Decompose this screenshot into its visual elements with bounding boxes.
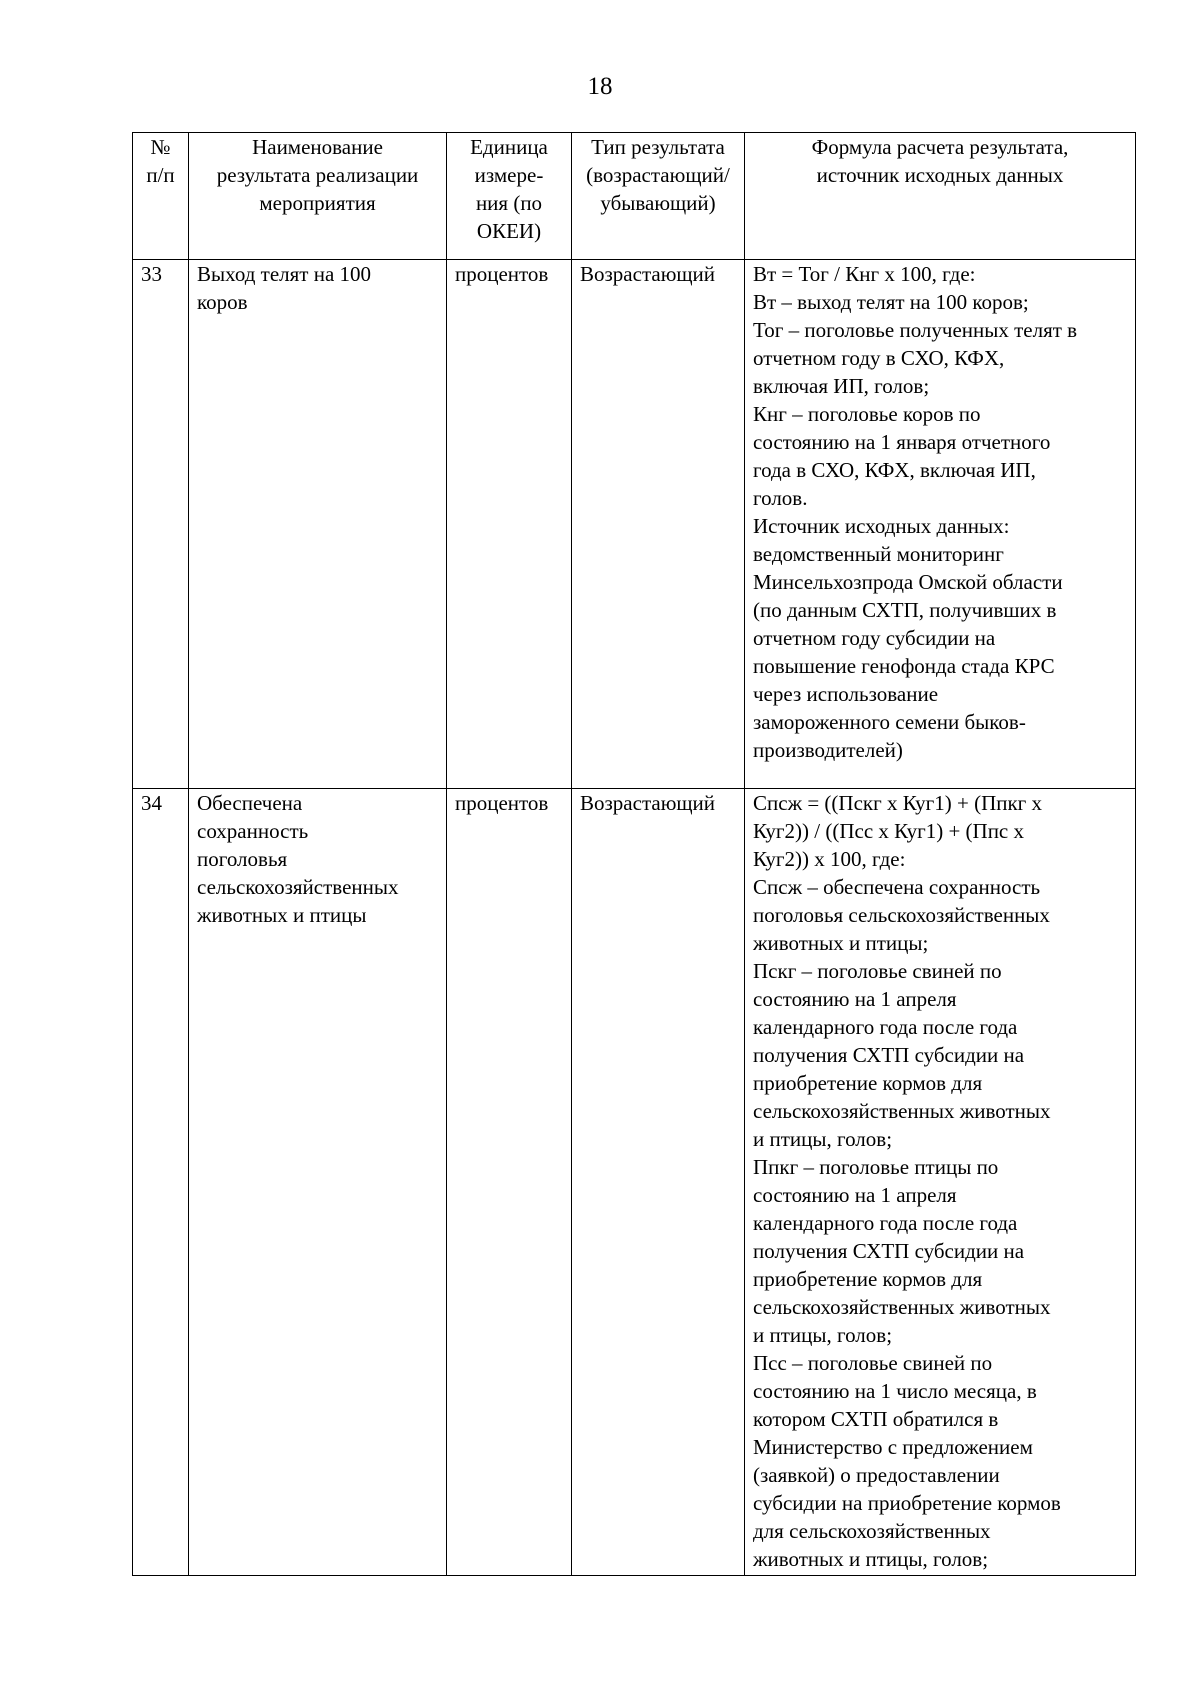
text-line: (заявкой) о предоставлении — [753, 1463, 1000, 1487]
text-line: ния (по — [475, 191, 543, 215]
text-line: для сельскохозяйственных — [753, 1519, 991, 1543]
text-line: Выход телят на 100 — [197, 262, 372, 286]
text-line: п/п — [146, 163, 175, 187]
text-line: приобретение кормов для — [753, 1071, 983, 1095]
text-line: сельскохозяйственных — [197, 875, 399, 899]
result-name — [189, 260, 447, 789]
text-line: Наименование — [252, 135, 383, 159]
text-line: поголовья — [197, 847, 288, 871]
table-row — [133, 260, 1136, 789]
text-line: результата реализации — [216, 163, 419, 187]
row-number: 33 — [133, 260, 189, 789]
text-line: Тип результата — [591, 135, 725, 159]
text-line: Минсельхозпрода Омской области — [753, 570, 1063, 594]
result-name — [189, 789, 447, 1576]
row-number: 34 — [133, 789, 189, 1576]
text-line: Куг2)) / ((Псс х Куг1) + (Ппс х — [753, 819, 1025, 843]
text-line: Обеспечена — [197, 791, 303, 815]
text-line: состоянию на 1 января отчетного — [753, 430, 1051, 454]
text-line: получения СХТП субсидии на — [753, 1239, 1025, 1263]
text-line: и птицы, голов; — [753, 1323, 893, 1347]
text-line: (по данным СХТП, получивших в — [753, 598, 1057, 622]
header-name — [189, 133, 447, 260]
text-line: котором СХТП обратился в — [753, 1407, 999, 1431]
text-line: Министерство с предложением — [753, 1435, 1033, 1459]
header-num — [133, 133, 189, 260]
text-line: животных и птицы — [197, 903, 367, 927]
text-line: животных и птицы, голов; — [753, 1547, 989, 1571]
text-line: Источник исходных данных: — [753, 514, 1010, 538]
text-line: животных и птицы; — [753, 931, 929, 955]
text-line: мероприятия — [259, 191, 376, 215]
text-line: ОКЕИ) — [476, 219, 542, 243]
header-type — [572, 133, 745, 260]
page-number: 18 — [587, 73, 613, 100]
unit-of-measure: процентов — [447, 789, 572, 1576]
text-line: Ппкг – поголовье птицы по — [753, 1155, 999, 1179]
text-line: Спсж = ((Пскг х Куг1) + (Ппкг х — [753, 791, 1043, 815]
text-line: производителей) — [753, 738, 903, 762]
table-header-row — [133, 133, 1136, 260]
text-line: № — [150, 135, 171, 159]
text-line: отчетном году в СХО, КФХ, — [753, 346, 1005, 370]
text-line: замороженного семени быков- — [753, 710, 1026, 734]
text-line: Вт – выход телят на 100 коров; — [753, 290, 1029, 314]
text-line: Псс – поголовье свиней по — [753, 1351, 993, 1375]
text-line: ведомственный мониторинг — [753, 542, 1004, 566]
text-line: через использование — [753, 682, 939, 706]
header-unit — [447, 133, 572, 260]
text-line: (возрастающий/ — [586, 163, 730, 187]
text-line: Тог – поголовье полученных телят в — [753, 318, 1078, 342]
text-line: календарного года после года — [753, 1211, 1018, 1235]
text-line: субсидии на приобретение кормов — [753, 1491, 1061, 1515]
text-line: и птицы, голов; — [753, 1127, 893, 1151]
text-line: календарного года после года — [753, 1015, 1018, 1039]
text-line: отчетном году субсидии на — [753, 626, 996, 650]
text-line: голов. — [753, 486, 808, 510]
text-line: Пскг – поголовье свиней по — [753, 959, 1002, 983]
text-line: Спсж – обеспечена сохранность — [753, 875, 1041, 899]
text-line: Куг2)) х 100, где: — [753, 847, 906, 871]
formula-text — [745, 789, 1136, 1576]
text-line: измере- — [474, 163, 544, 187]
formula-text — [745, 260, 1136, 789]
text-line: поголовья сельскохозяйственных — [753, 903, 1050, 927]
text-line: Вт = Тог / Кнг х 100, где: — [753, 262, 976, 286]
text-line: сохранность — [197, 819, 309, 843]
text-line: Формула расчета результата, — [811, 135, 1069, 159]
text-line: состоянию на 1 апреля — [753, 987, 957, 1011]
text-line: повышение генофонда стада КРС — [753, 654, 1055, 678]
text-line: состоянию на 1 число месяца, в — [753, 1379, 1037, 1403]
header-formula — [745, 133, 1136, 260]
text-line: коров — [197, 290, 248, 314]
text-line: сельскохозяйственных животных — [753, 1099, 1051, 1123]
text-line: Единица — [470, 135, 548, 159]
result-type: Возрастающий — [572, 789, 745, 1576]
results-table — [132, 132, 1136, 1576]
table-row — [133, 789, 1136, 1576]
unit-of-measure: процентов — [447, 260, 572, 789]
text-line: состоянию на 1 апреля — [753, 1183, 957, 1207]
text-line: получения СХТП субсидии на — [753, 1043, 1025, 1067]
text-line: убывающий) — [600, 191, 716, 215]
text-line: включая ИП, голов; — [753, 374, 930, 398]
text-line: года в СХО, КФХ, включая ИП, — [753, 458, 1036, 482]
text-line: приобретение кормов для — [753, 1267, 983, 1291]
text-line: источник исходных данных — [816, 163, 1064, 187]
text-line: сельскохозяйственных животных — [753, 1295, 1051, 1319]
text-line: Кнг – поголовье коров по — [753, 402, 981, 426]
result-type: Возрастающий — [572, 260, 745, 789]
